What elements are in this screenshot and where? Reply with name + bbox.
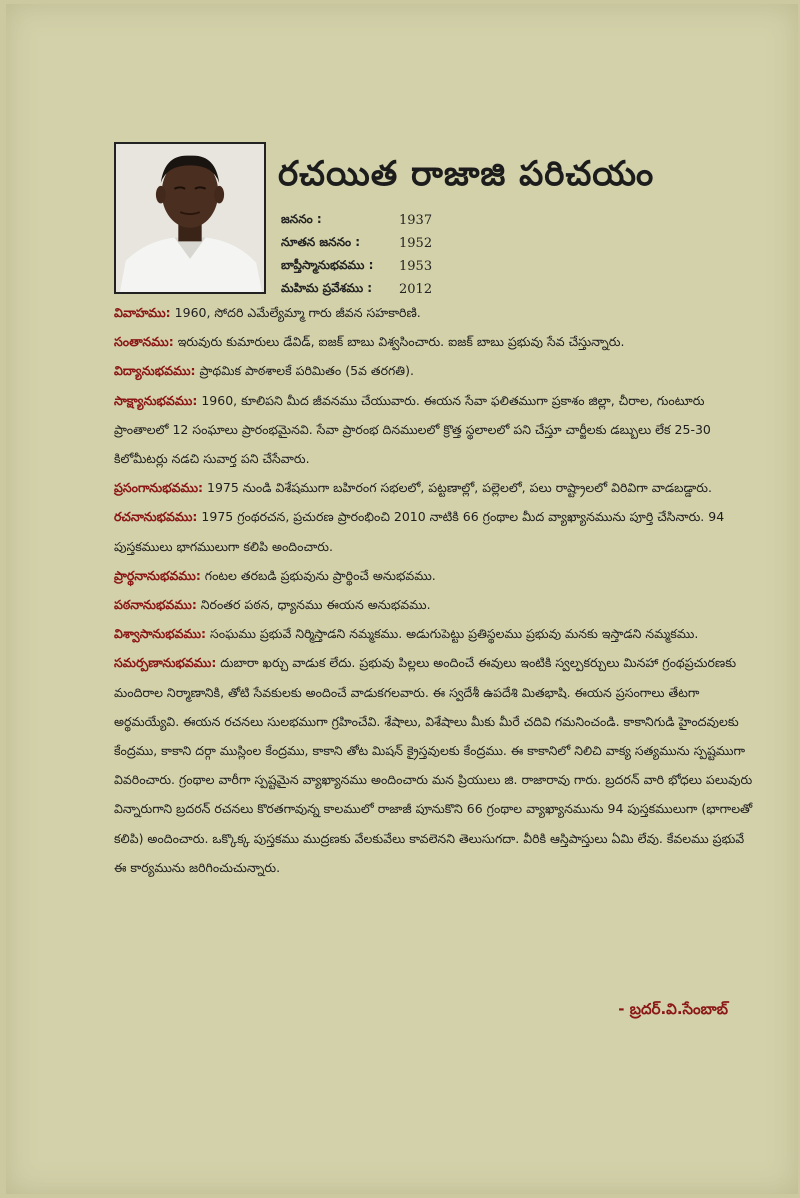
section-faith — [114, 619, 754, 648]
life-dates — [281, 209, 481, 301]
date-value: 1937 — [399, 213, 433, 228]
section-prayer — [114, 561, 754, 590]
section-preaching — [114, 473, 754, 502]
section-text: నిరంతర పఠన, ధ్యానము ఈయన అనుభవము. — [196, 597, 431, 613]
date-value: 1953 — [399, 259, 433, 274]
date-label: జననం : — [281, 212, 322, 226]
author-signature: - బ్రదర్.వి.సేంబాబ్ — [618, 1000, 728, 1018]
section-label: విశ్వాసానుభవము: — [114, 626, 207, 642]
date-value: 1952 — [399, 236, 433, 251]
section-marriage — [114, 298, 754, 327]
date-row — [281, 209, 481, 232]
author-portrait-image — [116, 144, 264, 292]
author-photo — [114, 142, 266, 294]
section-text: ప్రాథమిక పాఠశాలకే పరిమితం (5వ తరగతి). — [195, 363, 414, 379]
section-label: ప్రసంగానుభవము: — [114, 480, 204, 496]
section-children — [114, 327, 754, 356]
date-row — [281, 232, 481, 255]
section-text: 1960, కూలిపని మీద జీవనము చేయువారు. ఈయన సేవా ఫలితముగా ప్రకాశం జిల్లా, చీరాల, గుంటూరు ప్రాంతాలలో 12 సంఘాలు ప్రారంభమైనవి. సేవా ప్రారంభ దినములలో క్రొత్త స్థలాలలో పని చేస్తూ చార్జీలకు డబ్బులు లేక 25-30 కిలోమీటర్లు నడచి సువార్త పని చేసేవారు. — [114, 392, 711, 467]
section-text: 1975 నుండి విశేషముగా బహిరంగ సభలలో, పట్టణాల్లో, పల్లెలలో, పలు రాష్ట్రాలలో విరివిగా వాడబడ్డారు. — [203, 480, 712, 496]
book-page — [6, 4, 798, 1194]
date-row — [281, 255, 481, 278]
section-label: రచనానుభవము: — [114, 509, 198, 525]
section-text: దుబారా ఖర్చు వాడుక లేదు. ప్రభువు పిల్లలు అందించే ఈవులు ఇంటికి స్వల్పకర్చులు మినహా గ్రంథప్రచురణకు మందిరాల నిర్మాణానికి, తోటి సేవకులకు అందించే వాడుకగలవారు. ఈ స్వదేశీ ఉపదేశి మితభాషి. ఈయన ప్రసంగాలు తేటగా అర్థమయ్యేవి. ఈయన రచనలు సులభముగా గ్రహించేవి. శేషాలు, విశేషాలు మీకు మీరే చదివి గమనించండి. కాకానిగుడి హైందవులకు కేంద్రము, కాకాని దర్గా ముస్లింల కేంద్రము, కాకాని తోట మిషన్ క్రైస్తవులకు కేంద్రము. ఈ కాకానిలో నిలిచి వాక్య సత్యమును స్పష్టముగా వివరించారు. గ్రంథాల వారీగా స్పష్టమైన వ్యాఖ్యానము అందించారు మన ప్రియులు జి. రాజారావు గారు. బ్రదరన్ వారి భోధలు పలువురు విన్నారుగాని బ్రదరన్ రచనలు కొరతగావున్న కాలములో రాజాజీ పూనుకొని 66 గ్రంథాల వ్యాఖ్యానమును 94 పుస్తకములుగా (భాగాలతో కలిపి) అందించారు. ఒక్కొక్క పుస్తకము ముద్రణకు వేలకువేలు కావలెనని తెలుసుగదా. వీరికి ఆస్తిపాస్తులు ఏమి లేవు. కేవలము ప్రభువే ఈ కార్యమును జరిగించుచున్నారు. — [114, 655, 753, 875]
section-label: సాక్ష్యానుభవము: — [114, 392, 198, 408]
section-dedication — [114, 648, 754, 882]
section-label: ప్రార్థనానుభవము: — [114, 567, 201, 583]
section-text: ఇరువురు కుమారులు డేవిడ్, ఐజక్ బాబు విశ్వసించారు. ఐజక్ బాబు ప్రభువు సేవ చేస్తున్నారు. — [173, 334, 625, 350]
date-label: బాప్తీస్మానుభవము : — [281, 258, 374, 272]
section-writing — [114, 502, 754, 560]
section-reading — [114, 590, 754, 619]
page-title: రచయిత రాజాజి పరిచయం — [278, 154, 655, 194]
section-education — [114, 356, 754, 385]
section-label: సమర్పణానుభవము: — [114, 655, 217, 671]
date-label: మహిమ ప్రవేశము : — [281, 281, 373, 295]
section-testimony — [114, 386, 754, 474]
section-label: విద్యానుభవము: — [114, 363, 196, 379]
biography-body — [114, 298, 754, 882]
section-text: గంటల తరబడి ప్రభువును ప్రార్థించే అనుభవము. — [200, 567, 436, 583]
section-text: 1975 గ్రంథరచన, ప్రచురణ ప్రారంభించి 2010 నాటికి 66 గ్రంథాల మీద వ్యాఖ్యానమును పూర్తి చేసినారు. 94 పుస్తకములు భాగములుగా కలిపి అందించారు. — [114, 509, 725, 554]
date-value: 2012 — [399, 282, 433, 297]
section-label: వివాహము: — [114, 305, 171, 320]
section-text: 1960, సోదరి ఎమేల్యేమ్మా గారు జీవన సహకారిణి. — [170, 305, 421, 320]
date-label: నూతన జననం : — [281, 235, 361, 249]
section-label: సంతానము: — [114, 334, 174, 350]
section-text: సంఘము ప్రభువే నిర్మిస్తాడని నమ్మకము. అడుగుపెట్టు ప్రతిస్థలము ప్రభువు మనకు ఇస్తాడని నమ్మకము. — [206, 626, 699, 642]
section-label: పఠనానుభవము: — [114, 597, 197, 613]
